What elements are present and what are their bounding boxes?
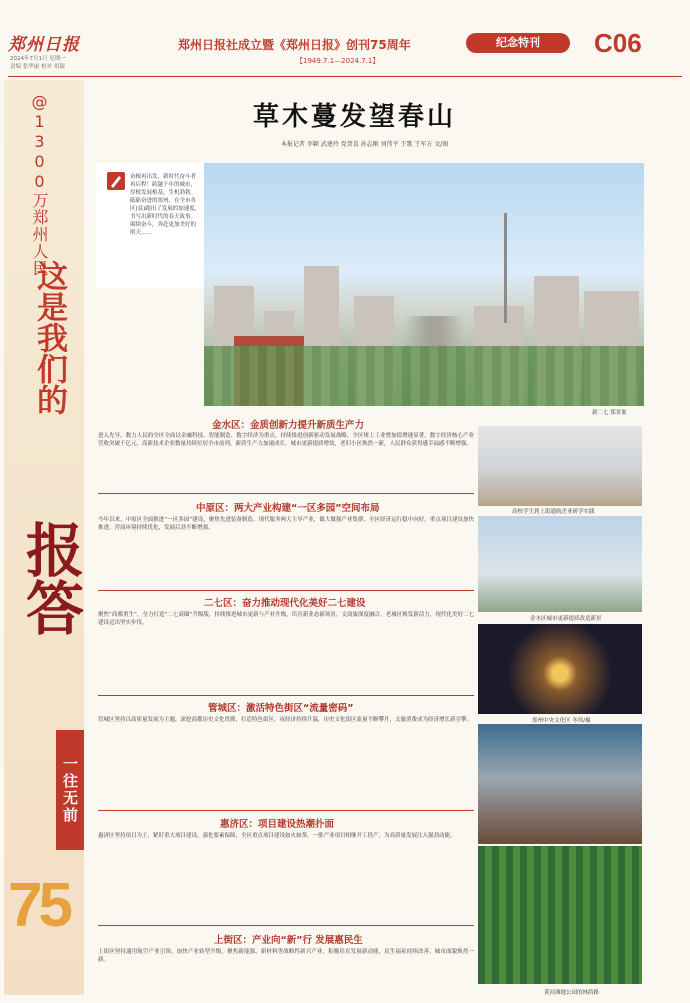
section-body: 上街区坚持通用航空产业引领，加快产业转型升级，聚焦新能源、新材料等战略性新兴产业，积极培育发展新动能，民生福祉持续改善，城市面貌焕然一新。	[98, 949, 474, 963]
intro-box	[96, 163, 204, 288]
pen-icon	[104, 169, 128, 193]
section-title: 中原区：两大产业构建“一区多园”空间布局	[196, 503, 380, 514]
intro-text: 奋楫再出发，新时代奋斗者再启程！跨越千年的城市，厚植发展根基，生机勃勃。砥砺奋进的郑州，在全市各区(县)跑出了发展的加速度，书写出新时代的春天故事。赓续奋斗，奔赴更加美好的明天……	[130, 174, 201, 236]
jinshui-photo	[478, 516, 642, 612]
forest-road-photo	[478, 846, 642, 984]
forest-road-caption: 黄河滩地公园的林荫路	[544, 990, 600, 996]
header-rule	[8, 76, 682, 77]
jinshui-caption: 金水区城市更新提质改造新景	[530, 616, 602, 622]
section-divider	[98, 493, 474, 494]
editors: 责编 张华丽 校对 胡瑞	[10, 64, 65, 70]
byline: 本报记者 李颖 武建玲 党贺喜 孙志刚 刘伟平 王歌 王军方 文/图	[281, 141, 449, 148]
section-body: 管城区坚持以高质量发展为主题，深挖商都历史文化资源，打造特色街区，夜经济持续升温，历史文化街区流量不断攀升，文旅消费成为经济增长新引擎。	[98, 717, 473, 723]
section-divider	[98, 695, 474, 696]
anniversary-number: 75	[8, 871, 69, 940]
city-photo-caption: 新二七 郑景象	[592, 410, 627, 416]
page-title: 草木蔓发望春山	[253, 102, 457, 132]
special-issue-badge: 纪念特刊	[466, 33, 570, 53]
section-body: 聚焦“商都重生”，全力打造“二七商圈”升级版，持续推进城市更新与产业升级，培育新业态新场景，文商旅深度融合，老城区焕发新活力，现代化美好二七建设迈出坚实步伐。	[98, 612, 474, 626]
issue-date: 2024年7月1日 星期一	[10, 56, 66, 62]
left-subtitle: @1300万郑州人民	[30, 92, 49, 277]
years-range: 【1949.7.1—2024.7.1】	[296, 57, 380, 65]
night-aerial-caption: 郑州中央文化区 冬伟/摄	[532, 718, 591, 724]
aviation-caption: 高校学生到上街通航企业研学实践	[512, 509, 595, 515]
motto-box: 一往无前	[56, 730, 84, 850]
calligraphy-title: 报答	[16, 520, 84, 636]
night-aerial-photo	[478, 624, 642, 714]
section-divider	[98, 810, 474, 811]
city-skyline-photo	[204, 163, 644, 406]
section-body: 惠济区坚持项目为王，紧盯重大项目建设，强化要素保障，全区重点项目建设如火如荼，一批产业项目相继开工投产，为高质量发展注入强劲动能。	[98, 833, 456, 839]
section-divider	[98, 925, 474, 926]
page-number: C06	[594, 28, 642, 58]
section-title: 金水区：金质创新力提升新质生产力	[212, 420, 365, 431]
street-car-photo	[478, 724, 642, 844]
section-title: 惠济区：项目建设热潮扑面	[220, 819, 335, 830]
left-headline: 这是我们的	[31, 260, 67, 415]
section-title: 上街区：产业向“新”行 发展惠民生	[214, 935, 363, 946]
anniversary-banner: 郑州日报社成立暨《郑州日报》创刊75周年	[178, 38, 411, 52]
section-title: 管城区：激活特色街区“流量密码”	[208, 703, 354, 714]
aviation-photo	[478, 426, 642, 506]
section-title: 二七区：奋力推动现代化美好二七建设	[204, 598, 366, 609]
section-divider	[98, 590, 474, 591]
section-body: 今年以来，中原区全面推进“一区多园”建设，聚焦先进装备制造、现代服务两大主导产业，做大做强产业集群，全区经济运行稳中向好，重点项目建设加快推进，营商环境持续优化，发展后劲不断增强。	[98, 517, 474, 531]
date-line	[10, 55, 66, 71]
section-body: 进入先导，数力人民的全区全面以金融科技、智能制造、数字经济为重点，持续推进创新驱动发展战略，全区规上工业增加值增速显著，数字经济核心产业营收突破千亿元，高新技术企业数量持续位居全市前列，新质生产力加速成长，城市更新提质增效，老旧小区焕然一新，人民群众获得感幸福感不断增强。	[98, 433, 474, 447]
masthead-logo: 郑州日报	[8, 35, 80, 55]
